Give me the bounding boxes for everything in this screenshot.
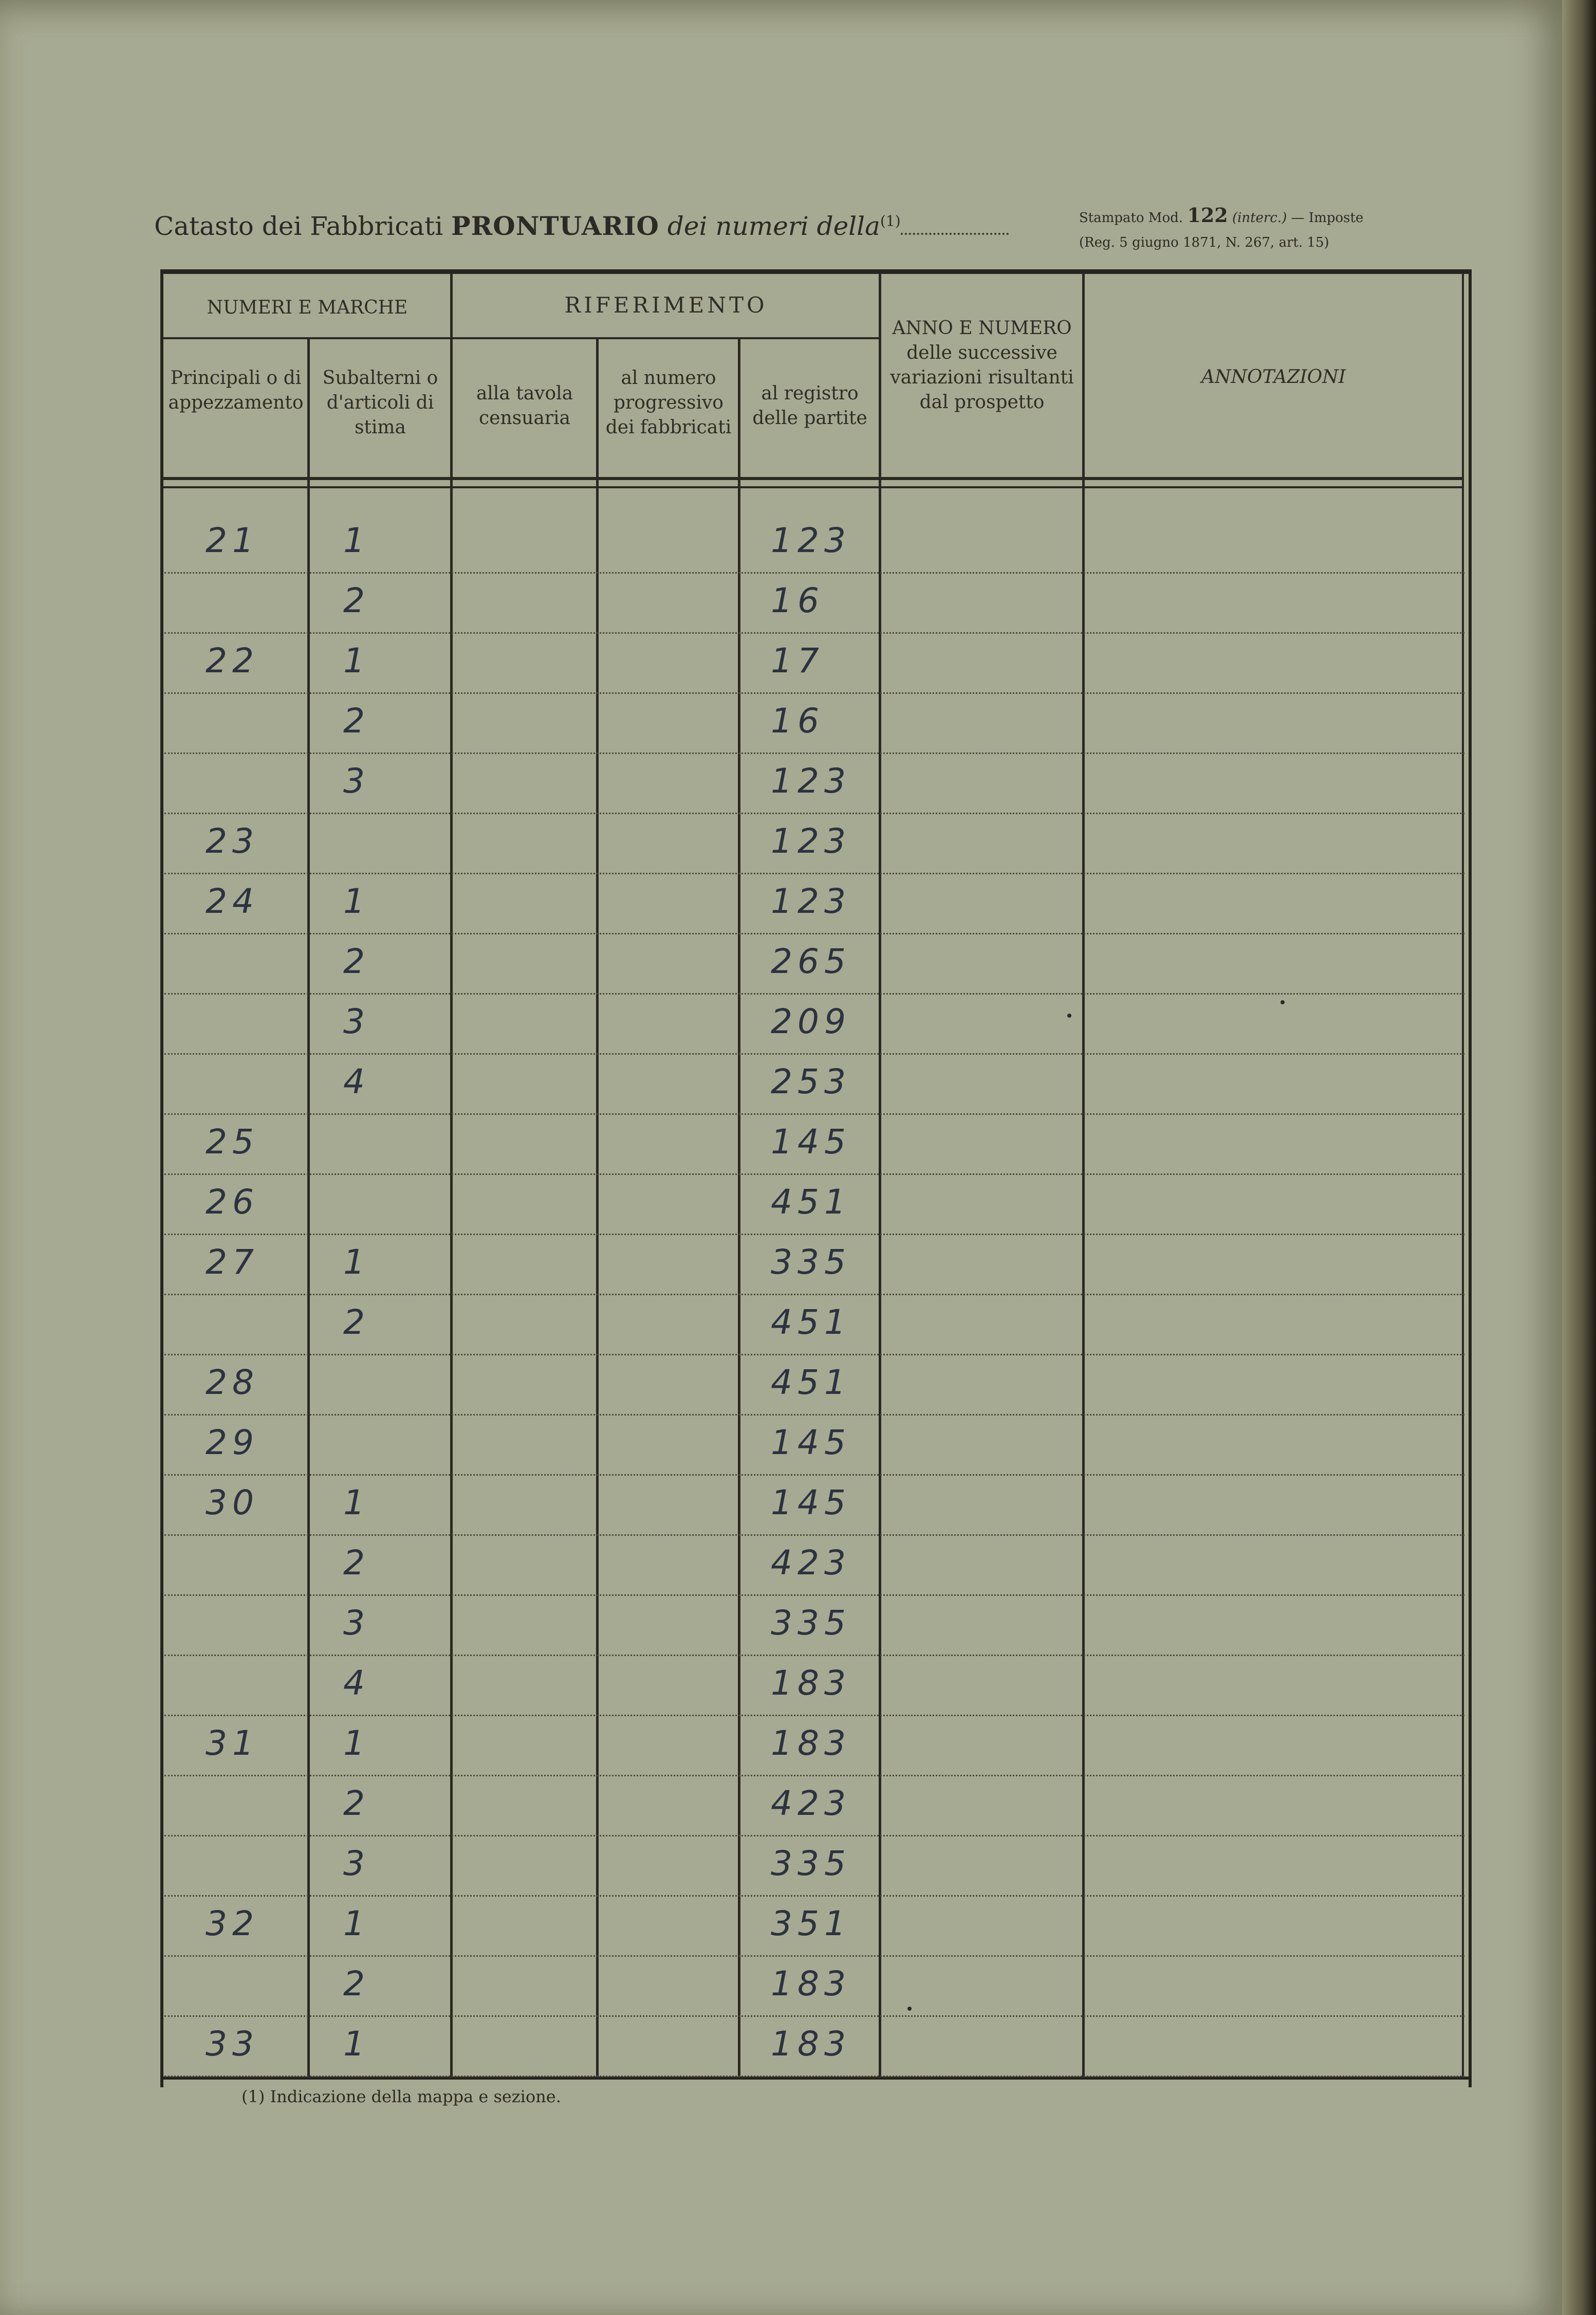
header-annotazioni: ANNOTAZIONI	[1201, 366, 1346, 388]
col-divider	[450, 274, 453, 2078]
table-row-rule	[164, 1234, 1464, 1235]
header-bottom-line	[163, 477, 1462, 480]
header-riferimento: RIFERIMENTO	[564, 292, 768, 318]
table-row-rule	[164, 1835, 1464, 1836]
cell-partita: 17	[771, 641, 824, 681]
cell-principale: 26	[206, 1182, 259, 1222]
cell-principale: 27	[206, 1242, 259, 1282]
table-row-rule	[164, 1113, 1464, 1115]
cell-partita: 123	[771, 821, 851, 861]
cell-subalterno: 1	[343, 1904, 370, 1943]
title-fill-line	[901, 228, 1009, 235]
cell-partita: 183	[771, 1723, 851, 1763]
footnote: (1) Indicazione della mappa e sezione.	[242, 2087, 561, 2106]
cell-partita: 123	[771, 881, 851, 921]
table-row-rule	[164, 1534, 1464, 1536]
cell-subalterno: 2	[343, 581, 370, 620]
cell-partita: 451	[771, 1363, 851, 1402]
cell-partita: 183	[771, 1663, 851, 1703]
cell-partita: 451	[771, 1302, 851, 1342]
page-edge	[1562, 0, 1596, 2315]
col-divider	[1462, 274, 1464, 2078]
ink-dot	[907, 2007, 912, 2011]
table-row-rule	[164, 752, 1464, 754]
cell-partita: 183	[771, 1964, 851, 2004]
table-row-rule	[164, 1474, 1464, 1476]
cell-partita: 423	[771, 1784, 851, 1823]
cell-subalterno: 1	[343, 1723, 370, 1763]
table-row-rule	[164, 813, 1464, 814]
cell-subalterno: 3	[343, 1844, 370, 1883]
cell-principale: 21	[206, 521, 259, 560]
table-row-rule	[164, 1294, 1464, 1295]
header-numeri-marche: NUMERI E MARCHE	[207, 297, 408, 318]
cell-partita: 335	[771, 1242, 851, 1282]
header-progressivo: al numero progressivo dei fabbricati	[605, 368, 732, 438]
cell-partita: 423	[771, 1543, 851, 1583]
cell-subalterno: 3	[343, 1603, 370, 1643]
cell-subalterno: 3	[343, 1002, 370, 1041]
cell-partita: 335	[771, 1603, 851, 1643]
print-stamp	[1079, 203, 1363, 255]
cell-principale: 31	[206, 1723, 259, 1763]
cell-partita: 265	[771, 942, 851, 981]
col-divider	[879, 274, 881, 2078]
header-bottom-line	[163, 486, 1462, 488]
page-title	[154, 211, 1009, 241]
table-row-rule	[164, 2015, 1464, 2017]
cell-subalterno: 1	[343, 521, 370, 560]
header-registro: al registro delle partite	[752, 383, 867, 429]
cell-partita: 145	[771, 1483, 851, 1522]
cell-partita: 123	[771, 521, 851, 560]
ink-dot	[1280, 1000, 1285, 1004]
cell-subalterno: 1	[343, 1242, 370, 1282]
cell-principale: 22	[206, 641, 259, 681]
cell-partita: 183	[771, 2024, 851, 2064]
header-anno-numero: ANNO E NUMERO delle successive variazioni risultanti dal prospetto	[890, 318, 1074, 413]
col-divider	[307, 339, 310, 2078]
table-row-rule	[164, 1173, 1464, 1175]
table-row-rule	[164, 933, 1464, 934]
table-row-rule	[164, 873, 1464, 874]
table-row-rule	[164, 632, 1464, 634]
cell-subalterno: 2	[343, 1964, 370, 2004]
table-row-rule	[164, 1354, 1464, 1355]
cell-partita: 145	[771, 1122, 851, 1162]
cell-subalterno: 2	[343, 1302, 370, 1342]
table-row-rule	[164, 1594, 1464, 1596]
title-prefix: Catasto dei Fabbricati	[154, 211, 443, 241]
table-row-rule	[164, 1053, 1464, 1055]
cell-subalterno: 1	[343, 2024, 370, 2064]
cell-partita: 209	[771, 1002, 851, 1041]
cell-principale: 28	[206, 1363, 259, 1402]
cell-subalterno: 1	[343, 881, 370, 921]
stamp-line-1	[1079, 203, 1363, 230]
table-row-rule	[164, 1715, 1464, 1716]
table-row-rule	[164, 1655, 1464, 1656]
table-row-rule	[164, 2075, 1464, 2077]
cell-subalterno: 2	[343, 942, 370, 981]
cell-subalterno: 2	[343, 1543, 370, 1583]
cell-subalterno: 2	[343, 1784, 370, 1823]
table-row-rule	[164, 1955, 1464, 1957]
cell-principale: 32	[206, 1904, 259, 1943]
title-bold: PRONTUARIO	[451, 211, 659, 241]
table-row-rule	[164, 692, 1464, 694]
cell-partita: 351	[771, 1904, 851, 1943]
cell-principale: 30	[206, 1483, 259, 1522]
table-row-rule	[164, 993, 1464, 995]
cell-partita: 451	[771, 1182, 851, 1222]
cell-partita: 16	[771, 581, 824, 620]
stamp-model-number: 122	[1187, 204, 1228, 227]
cell-partita: 145	[771, 1423, 851, 1462]
header-divider	[163, 337, 879, 339]
cell-partita: 123	[771, 761, 851, 801]
cell-partita: 335	[771, 1844, 851, 1883]
table-row-rule	[164, 572, 1464, 574]
cell-subalterno: 1	[343, 1483, 370, 1522]
table-row-rule	[164, 1414, 1464, 1416]
cell-principale: 23	[206, 821, 259, 861]
stamp-interc: (interc.)	[1232, 210, 1287, 226]
header-subalterni: Subalterni o d'articoli di stima	[322, 368, 438, 438]
cell-partita: 253	[771, 1062, 851, 1101]
table-row-rule	[164, 1775, 1464, 1776]
title-italic: dei numeri della	[667, 211, 880, 241]
cell-subalterno: 4	[343, 1062, 370, 1101]
col-divider	[738, 339, 740, 2078]
cell-partita: 16	[771, 701, 824, 741]
table-row-rule	[164, 1895, 1464, 1897]
col-divider	[1082, 274, 1085, 2078]
cell-subalterno: 4	[343, 1663, 370, 1703]
cell-subalterno: 3	[343, 761, 370, 801]
stamp-line-2: (Reg. 5 giugno 1871, N. 267, art. 15)	[1079, 235, 1329, 250]
cell-subalterno: 1	[343, 641, 370, 681]
header-tavola: alla tavola censuaria	[476, 383, 573, 429]
header-principali: Principali o di appezzamento	[168, 368, 304, 413]
cell-principale: 33	[206, 2024, 259, 2064]
stamp-imposte: — Imposte	[1291, 210, 1364, 226]
cell-principale: 24	[206, 881, 259, 921]
col-divider	[596, 339, 599, 2078]
cell-principale: 25	[206, 1122, 259, 1162]
cell-principale: 29	[206, 1423, 259, 1462]
title-note: (1)	[880, 212, 901, 230]
stamp-text: Stampato Mod.	[1079, 210, 1183, 226]
cell-subalterno: 2	[343, 701, 370, 741]
ink-dot	[1067, 1014, 1071, 1018]
